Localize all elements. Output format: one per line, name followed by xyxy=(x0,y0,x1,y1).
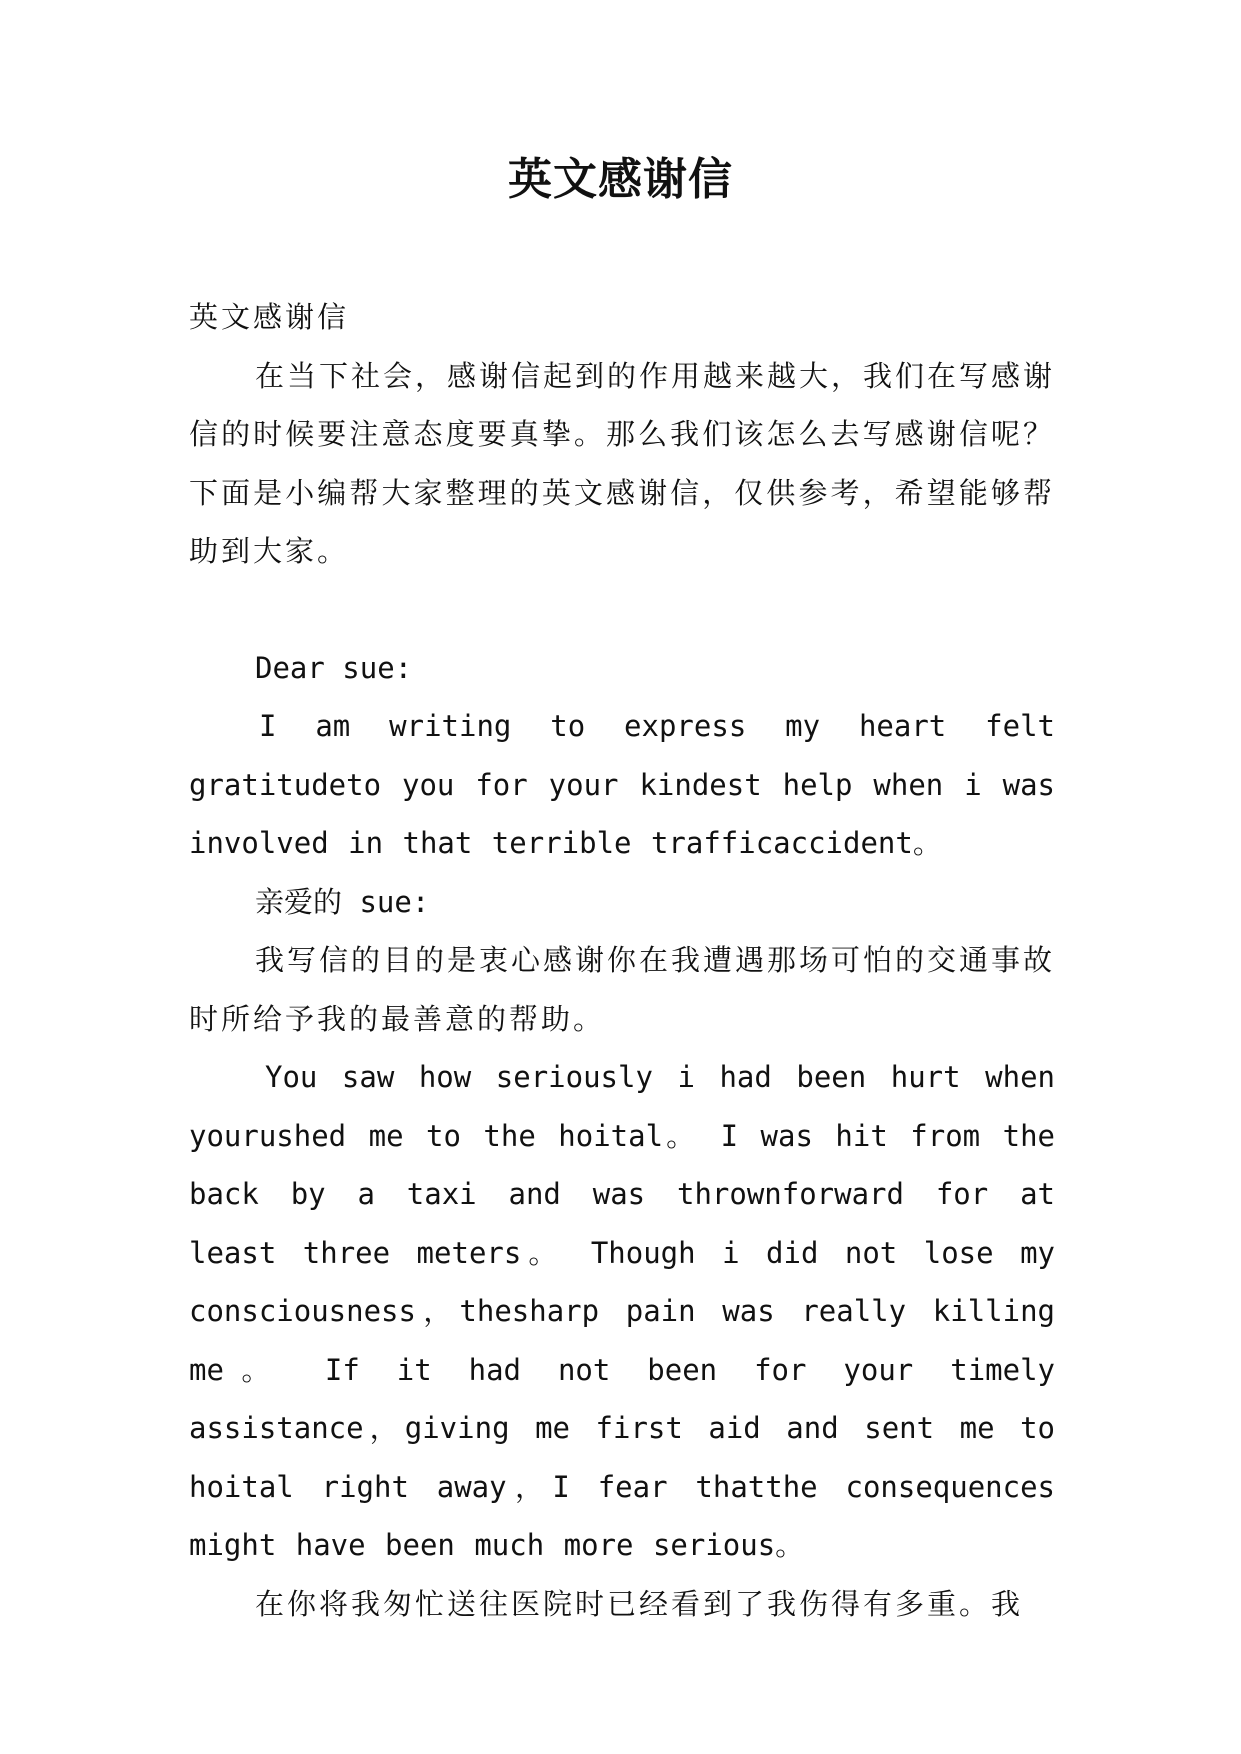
letter-paragraph-english-1: I am writing to express my heart felt gratitudeto you for your kindest help when i was involved in that terrible trafficaccident。 xyxy=(189,709,1055,860)
greeting-english: Dear sue: xyxy=(255,650,413,685)
intro-paragraph: 在当下社会，感谢信起到的作用越来越大，我们在写感谢信的时候要注意态度要真挚。那么我们该怎么去写感谢信呢？下面是小编帮大家整理的英文感谢信，仅供参考，希望能够帮助到大家。 xyxy=(189,358,1056,568)
greeting-chinese: 亲爱的 sue: xyxy=(255,884,430,919)
paragraph-spacer xyxy=(189,581,1055,639)
letter-paragraph-chinese-1: 我写信的目的是衷心感谢你在我遭遇那场可怕的交通事故时所给予我的最善意的帮助。 xyxy=(189,943,1056,1036)
document-title: 英文感谢信 xyxy=(508,154,733,205)
letter-paragraph-english-2: You saw how seriously i had been hurt when yourushed me to the hoital。 I was hit from the back by a taxi and was thrownforward for at least three meters。 Though i did not lose my consciousness，thesharp pain was really killing me。 If it had not been for your timely assistance，giving me first aid and sent me to hoital right away，I fear thatthe consequences might have been much more serious。 xyxy=(189,1060,1055,1562)
letter-paragraph-chinese-2: 在你将我匆忙送往医院时已经看到了我伤得有多重。我 xyxy=(255,1586,1024,1621)
document-subtitle: 英文感谢信 xyxy=(189,300,350,334)
document-body xyxy=(189,288,1055,1633)
